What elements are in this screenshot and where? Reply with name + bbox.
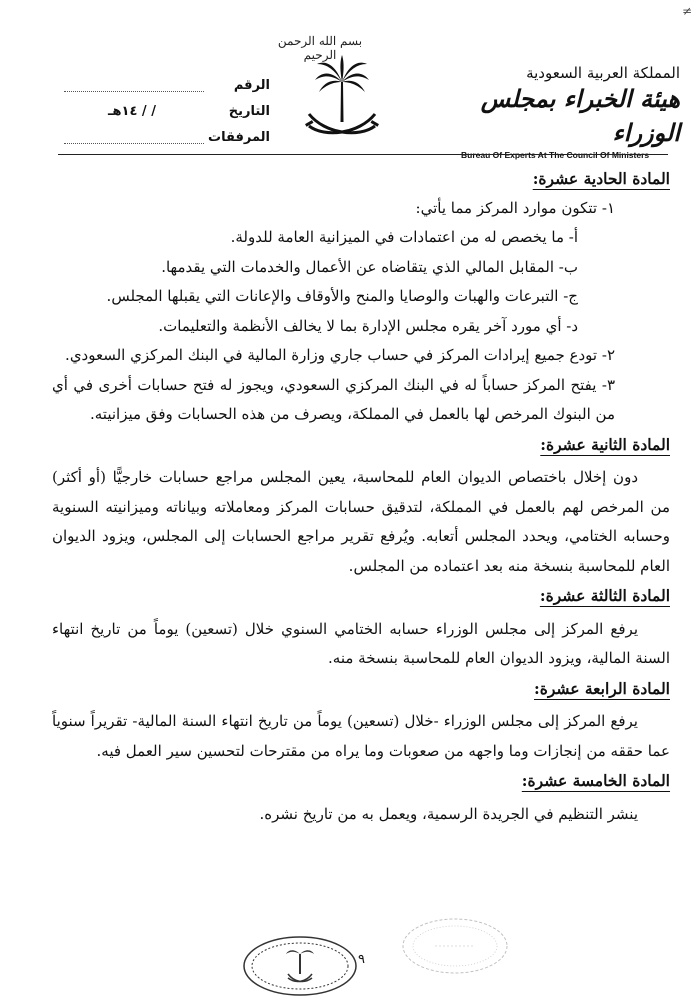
date-value: / / ١٤هـ	[108, 103, 156, 119]
number-label: الرقم	[233, 77, 270, 93]
article-paragraph: يرفع المركز إلى مجلس الوزراء -خلال (تسعين) يوماً من تاريخ انتهاء السنة المالية- تقريراً سنوياً عما حققه من إنجازات وما واجهه من صعوبات وما يراه من مقترحات لتحسين سير العمل فيه.	[52, 712, 670, 760]
attachments-label: المرفقات	[208, 129, 270, 145]
article-subclause: ب- المقابل المالي الذي يتقاضاه عن الأعمال والخدمات التي يقدمها.	[161, 257, 578, 276]
article-paragraph: دون إخلال باختصاص الديوان العام للمحاسبة، يعين المجلس مراجع حسابات خارجيًّا (أو أكثر) من المرخص لهم بالعمل في المملكة، لتدقيق حسابات المركز ومعاملاته وبياناته وميزانيته السنوية وحسابه الختامي، ويحدد المجلس أتعابه. ويُرفع تقرير مراجع الحسابات إلى المجلس، ويزود الديوان العام للمحاسبة بنسخة منه بعد اعتماده من المجلس.	[52, 468, 670, 575]
bureau-name-arabic: هيئة الخبراء بمجلس الوزراء	[480, 84, 680, 147]
article-clause: ٣- يفتح المركز حساباً له في البنك المركزي السعودي، ويجوز له فتح حسابات أخرى في أي من البنوك المرخص لها بالعمل في المملكة، ويصرف من هذه الحسابات وفق ميزانيته.	[52, 375, 615, 423]
article-paragraph: ينشر التنظيم في الجريدة الرسمية، ويعمل به من تاريخ نشره.	[259, 804, 638, 823]
kingdom-name: المملكة العربية السعودية	[526, 64, 680, 82]
date-label: التاريخ	[228, 103, 270, 119]
basmala: بسم الله الرحمن الرحيم	[277, 34, 363, 62]
letter-meta	[60, 72, 270, 150]
number-line	[64, 79, 204, 92]
article-subclause: د- أي مورد آخر يقره مجلس الإدارة بما لا يخالف الأنظمة والتعليمات.	[158, 316, 578, 335]
article-heading: المادة الثانية عشرة:	[540, 434, 670, 454]
saudi-emblem-icon	[301, 52, 383, 144]
article-clause: ٢- تودع جميع إيرادات المركز في حساب جاري وزارة المالية في البنك المركزي السعودي.	[65, 346, 615, 364]
faded-seal-icon	[395, 914, 515, 978]
attachments-line	[64, 131, 204, 144]
official-seal-icon	[240, 934, 360, 998]
article-clause: ١- تتكون موارد المركز مما يأتي:	[415, 198, 615, 217]
meta-number-row	[60, 72, 270, 98]
bureau-name-english: Bureau Of Experts At The Council Of Ministers	[461, 150, 650, 160]
article-heading: المادة الثالثة عشرة:	[539, 586, 670, 605]
article-heading: المادة الخامسة عشرة:	[521, 771, 670, 790]
article-heading: المادة الرابعة عشرة:	[534, 678, 670, 698]
organization-block	[455, 64, 680, 160]
article-subclause: ج- التبرعات والهبات والوصايا والمنح والأوقاف والإعانات التي يقبلها المجلس.	[106, 287, 578, 305]
article-paragraph: يرفع المركز إلى مجلس الوزراء حسابه الختامي السنوي خلال (تسعين) يوماً من تاريخ انتهاء السنة المالية، ويزود الديوان العام للمحاسبة بنسخة منه.	[52, 619, 670, 667]
article-subclause: أ- ما يخصص له من اعتمادات في الميزانية العامة للدولة.	[230, 228, 578, 246]
page-number: ٩	[358, 952, 365, 967]
article-heading: المادة الحادية عشرة:	[532, 169, 670, 188]
document-body	[52, 164, 670, 829]
meta-date-row	[60, 98, 270, 124]
meta-attachments-row	[60, 124, 270, 150]
header-divider	[58, 154, 668, 155]
corner-mark: ≠	[681, 4, 692, 18]
